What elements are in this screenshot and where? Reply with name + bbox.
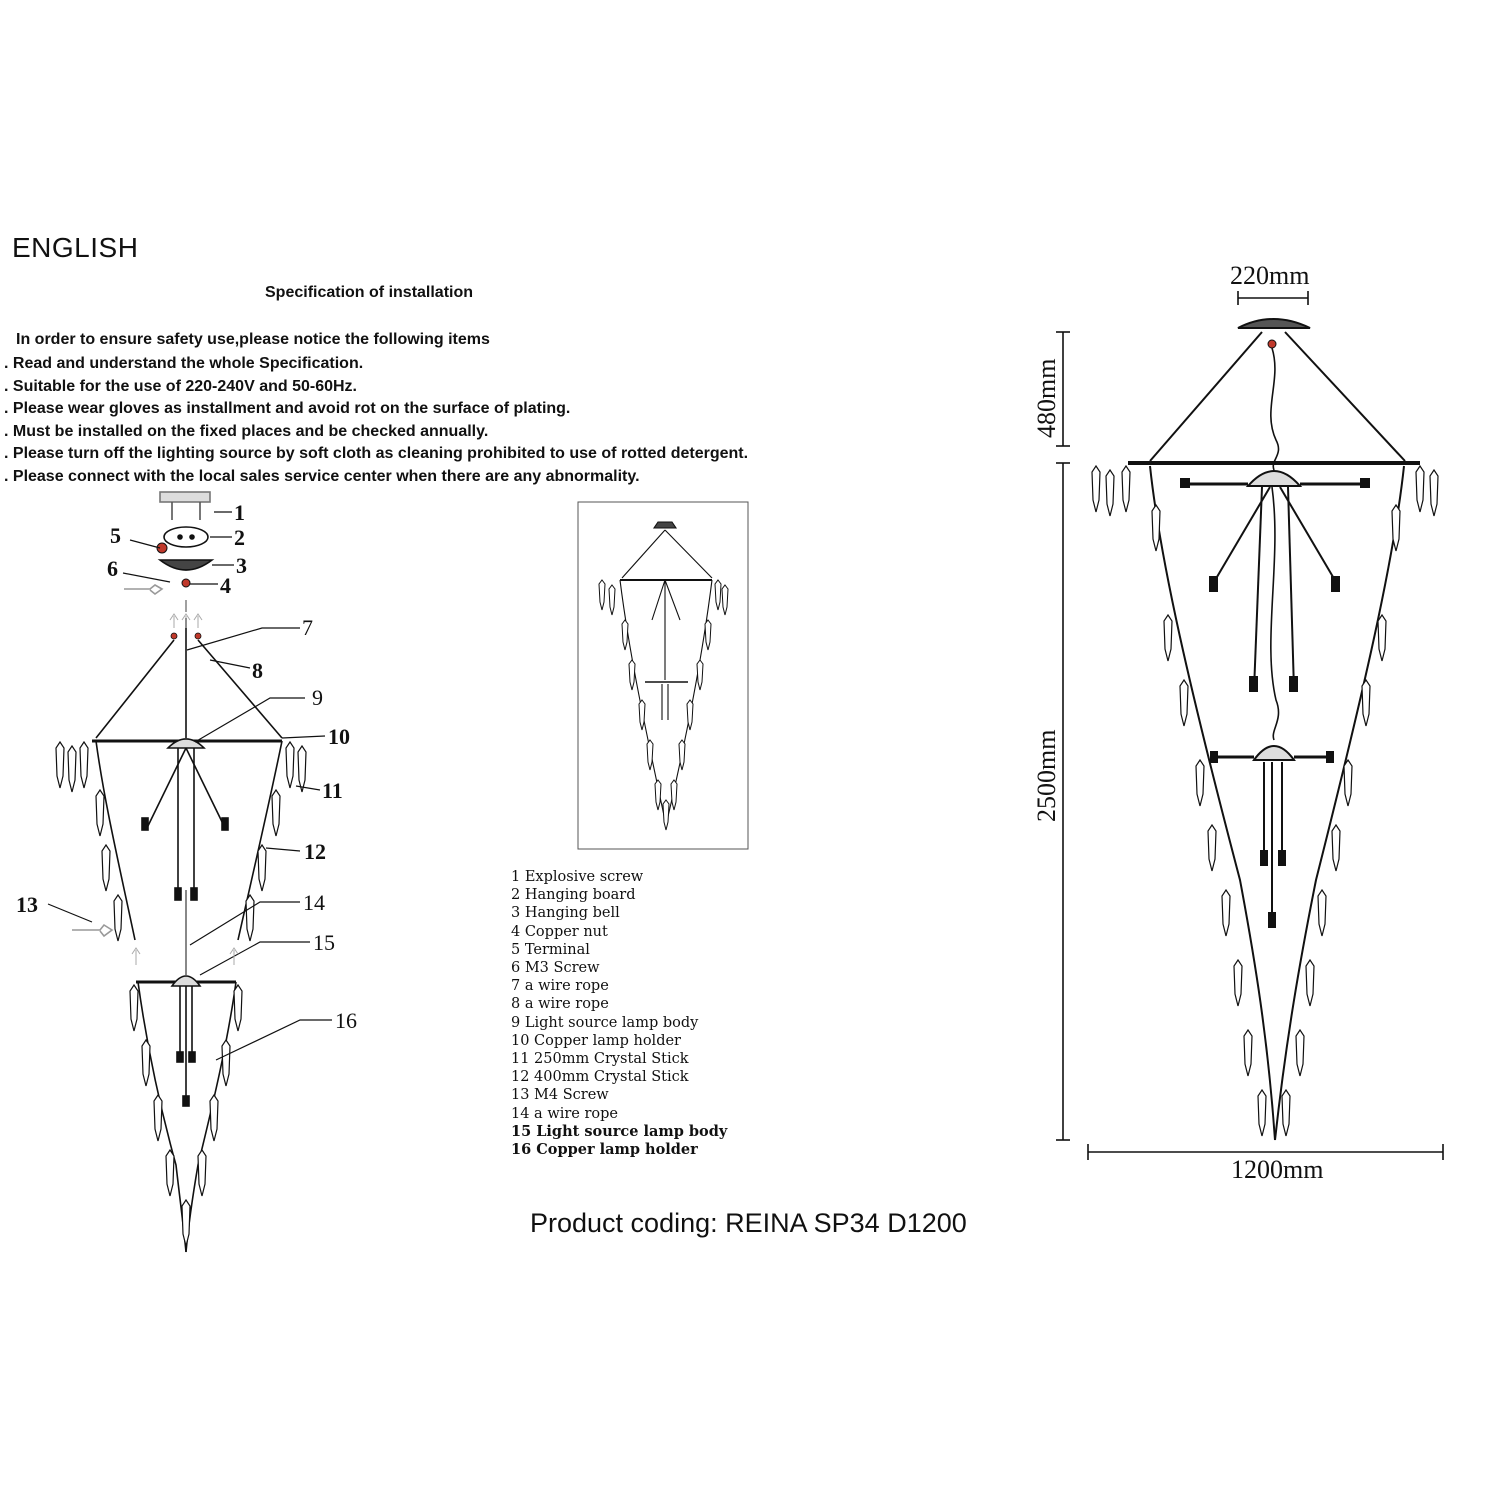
callout-3: 3 (236, 553, 247, 578)
callout-10: 10 (328, 724, 350, 749)
callout-2: 2 (234, 525, 245, 550)
part-item: 2 Hanging board (511, 887, 636, 904)
hanging-board-icon (164, 527, 208, 547)
part-item: 10 Copper lamp holder (511, 1032, 681, 1049)
part-item: 11 250mm Crystal Stick (511, 1051, 689, 1068)
dimension-lines (1056, 291, 1443, 1160)
part-item: 12 400mm Crystal Stick (511, 1069, 689, 1086)
callout-11: 11 (322, 778, 343, 803)
part-item: 4 Copper nut (511, 923, 608, 940)
part-item: 14 a wire rope (511, 1105, 619, 1122)
explosive-screw-icon (160, 492, 210, 502)
product-thumbnail (578, 502, 748, 849)
hanging-bell-icon (160, 560, 212, 570)
part-item: 9 Light source lamp body (511, 1014, 699, 1031)
suspension-dimension: 480mm (1032, 358, 1061, 438)
callout-1: 1 (234, 500, 245, 525)
part-item: 16 Copper lamp holder (511, 1141, 698, 1159)
notice-item: . Must be installed on the fixed places and be checked annually. (4, 421, 748, 444)
m4-screw-icon (72, 925, 112, 936)
dimension-labels (1032, 261, 1323, 1184)
notice-intro: In order to ensure safety use,please notice the following items (16, 331, 490, 348)
callout-4: 4 (220, 573, 231, 598)
canopy-icon (1238, 319, 1310, 328)
callout-7: 7 (302, 615, 313, 640)
callout-9: 9 (312, 685, 323, 710)
notice-item: . Please wear gloves as installment and avoid rot on the surface of plating. (4, 398, 748, 421)
dimension-drawing (1056, 291, 1443, 1160)
callout-8: 8 (252, 658, 263, 683)
callout-16: 16 (335, 1008, 357, 1033)
m3-screw-icon (124, 585, 162, 594)
height-dimension: 2500mm (1032, 729, 1061, 822)
product-code: Product coding: REINA SP34 D1200 (530, 1208, 967, 1238)
callout-5: 5 (110, 523, 121, 548)
canopy-dimension: 220mm (1230, 261, 1310, 290)
notice-item: . Read and understand the whole Specification. (4, 353, 748, 376)
part-item: 1 Explosive screw (511, 869, 644, 885)
notice-item: . Suitable for the use of 220-240V and 50-60Hz. (4, 376, 748, 399)
part-item: 3 Hanging bell (511, 905, 620, 922)
callout-12: 12 (304, 839, 326, 864)
part-item: 8 a wire rope (511, 996, 609, 1013)
callout-14: 14 (303, 890, 325, 915)
width-dimension: 1200mm (1231, 1155, 1324, 1184)
notice-item: . Please connect with the local sales service center when there are any abnormality. (4, 466, 748, 489)
copper-nut-icon (182, 579, 190, 587)
exploded-assembly-diagram (48, 492, 332, 1252)
part-item: 13 M4 Screw (511, 1087, 609, 1104)
part-item: 15 Light source lamp body (511, 1122, 728, 1140)
callout-15: 15 (313, 930, 335, 955)
language-heading: ENGLISH (12, 232, 139, 263)
part-item: 7 a wire rope (511, 978, 609, 995)
part-item: 5 Terminal (511, 941, 590, 958)
callout-6: 6 (107, 556, 118, 581)
callout-13: 13 (16, 892, 38, 917)
part-item: 6 M3 Screw (511, 960, 600, 977)
notice-item: . Please turn off the lighting source by soft cloth as cleaning prohibited to use of rotted detergent. (4, 443, 748, 466)
spec-title: Specification of installation (265, 284, 474, 301)
